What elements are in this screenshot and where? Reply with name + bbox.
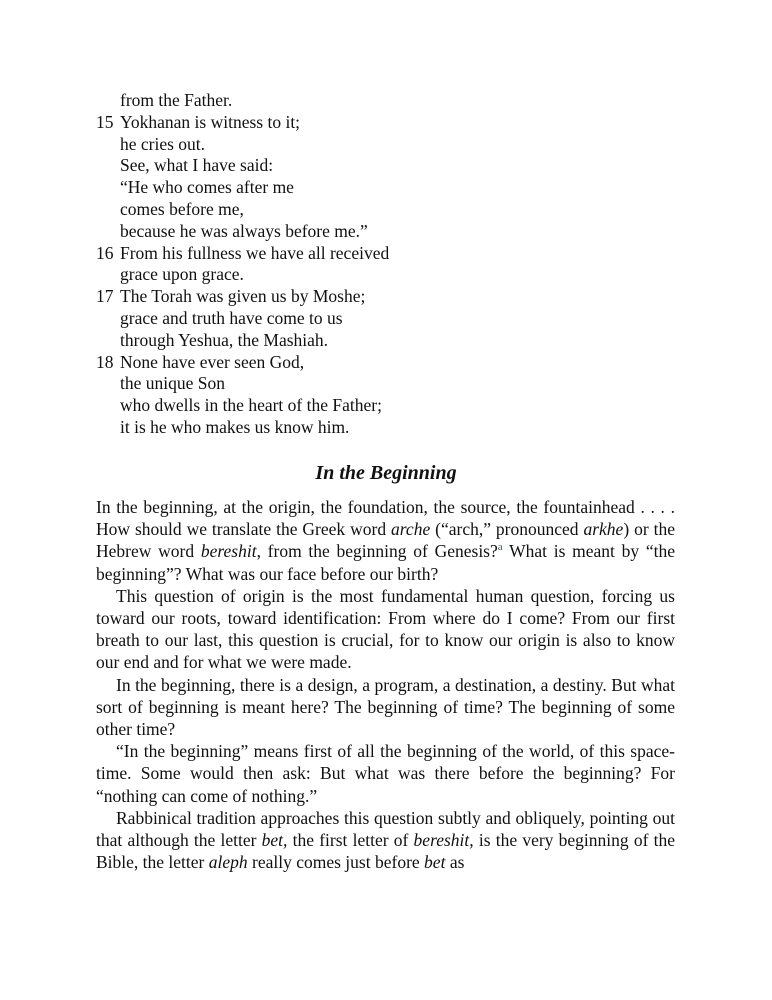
verse-text: the unique Son — [120, 373, 225, 394]
verse-text: See, what I have said: — [120, 155, 274, 176]
verse-line — [96, 243, 389, 265]
verse-line — [96, 221, 389, 243]
verse-line — [96, 330, 389, 352]
section-heading: In the Beginning — [315, 462, 457, 484]
italic-term: bereshit, — [413, 830, 474, 851]
italic-term: bereshit — [200, 541, 257, 562]
paragraph — [96, 740, 675, 807]
verse-line — [96, 352, 389, 374]
italic-term: bet, — [261, 830, 288, 851]
text-run: ) or the Hebrew word — [96, 519, 675, 562]
italic-term: arkhe — [583, 519, 624, 540]
verse-number: 18 — [96, 351, 114, 372]
text-run: Rabbinical tradition approaches this question subtly and obliquely, pointing out that although the letter — [96, 807, 675, 851]
verse-text: comes before me, — [120, 198, 244, 219]
verse-line — [96, 308, 389, 330]
verse-line — [96, 373, 389, 395]
footnote-marker: a — [497, 541, 503, 554]
verse-line — [96, 112, 389, 134]
prose-body — [96, 496, 675, 873]
verse-text: grace upon grace. — [120, 264, 244, 285]
verse-line — [96, 90, 389, 112]
verse-text: it is he who makes us know him. — [120, 416, 350, 437]
text-run: the first letter of — [287, 830, 414, 851]
paragraph — [96, 674, 675, 741]
italic-term: aleph — [208, 852, 248, 873]
verse-text: he cries out. — [120, 133, 206, 154]
text-run: really comes just before — [247, 852, 425, 873]
verse-number: 15 — [96, 111, 114, 132]
verse-text: because he was always before me.” — [120, 220, 368, 241]
verse-line — [96, 199, 389, 221]
verse-line — [96, 177, 389, 199]
verse-text: who dwells in the heart of the Father; — [120, 395, 382, 416]
italic-term: arche — [391, 519, 431, 540]
verse-line — [96, 134, 389, 156]
verse-line — [96, 286, 389, 308]
paragraph — [96, 585, 675, 674]
verse-text: The Torah was given us by Moshe; — [120, 286, 366, 307]
verse-text: From his fullness we have all received — [120, 242, 390, 263]
paragraph — [96, 496, 675, 585]
verse-text: from the Father. — [120, 90, 233, 110]
verse-number: 17 — [96, 286, 114, 307]
text-run: In the beginning, there is a design, a program, a destination, a destiny. But what sort of beginning is meant here? The beginning of time? The beginning of some other time? — [96, 674, 675, 740]
paragraph — [96, 807, 675, 874]
text-run: “In the beginning” means first of all the beginning of the world, of this space-time. Some would then ask: But what was there before the beginning? For “nothing can come of nothing.” — [96, 741, 675, 806]
verse-number: 16 — [96, 242, 114, 263]
verse-text: Yokhanan is witness to it; — [120, 111, 301, 132]
text-run: (“arch,” pronounced — [430, 519, 584, 540]
verse-text: grace and truth have come to us — [120, 307, 343, 328]
italic-term: bet — [424, 852, 446, 873]
verse-line — [96, 395, 389, 417]
verse-line — [96, 155, 389, 177]
text-run: as — [445, 852, 465, 873]
text-run: This question of origin is the most fundamental human question, forcing us toward our roots, toward identification: From where do I come? From our first breath to our last, this question is crucial, for to know our origin is also to know our end and for what we were made. — [96, 585, 675, 673]
verse-text: through Yeshua, the Mashiah. — [120, 329, 329, 350]
text-run: What is meant by “the beginning”? What was our face before our birth? — [96, 541, 675, 584]
text-run: , from the beginning of Genesis? — [256, 541, 498, 562]
text-run: is the very beginning of the Bible, the letter — [96, 830, 675, 873]
verse-text: “He who comes after me — [120, 177, 294, 198]
verse-line — [96, 417, 389, 439]
verse-line — [96, 264, 389, 286]
verse-text: None have ever seen God, — [120, 351, 305, 372]
text-run: In the beginning, at the origin, the foundation, the source, the fountainhead . . . . How should we translate the Greek word — [96, 497, 675, 540]
verse-block — [96, 90, 389, 439]
